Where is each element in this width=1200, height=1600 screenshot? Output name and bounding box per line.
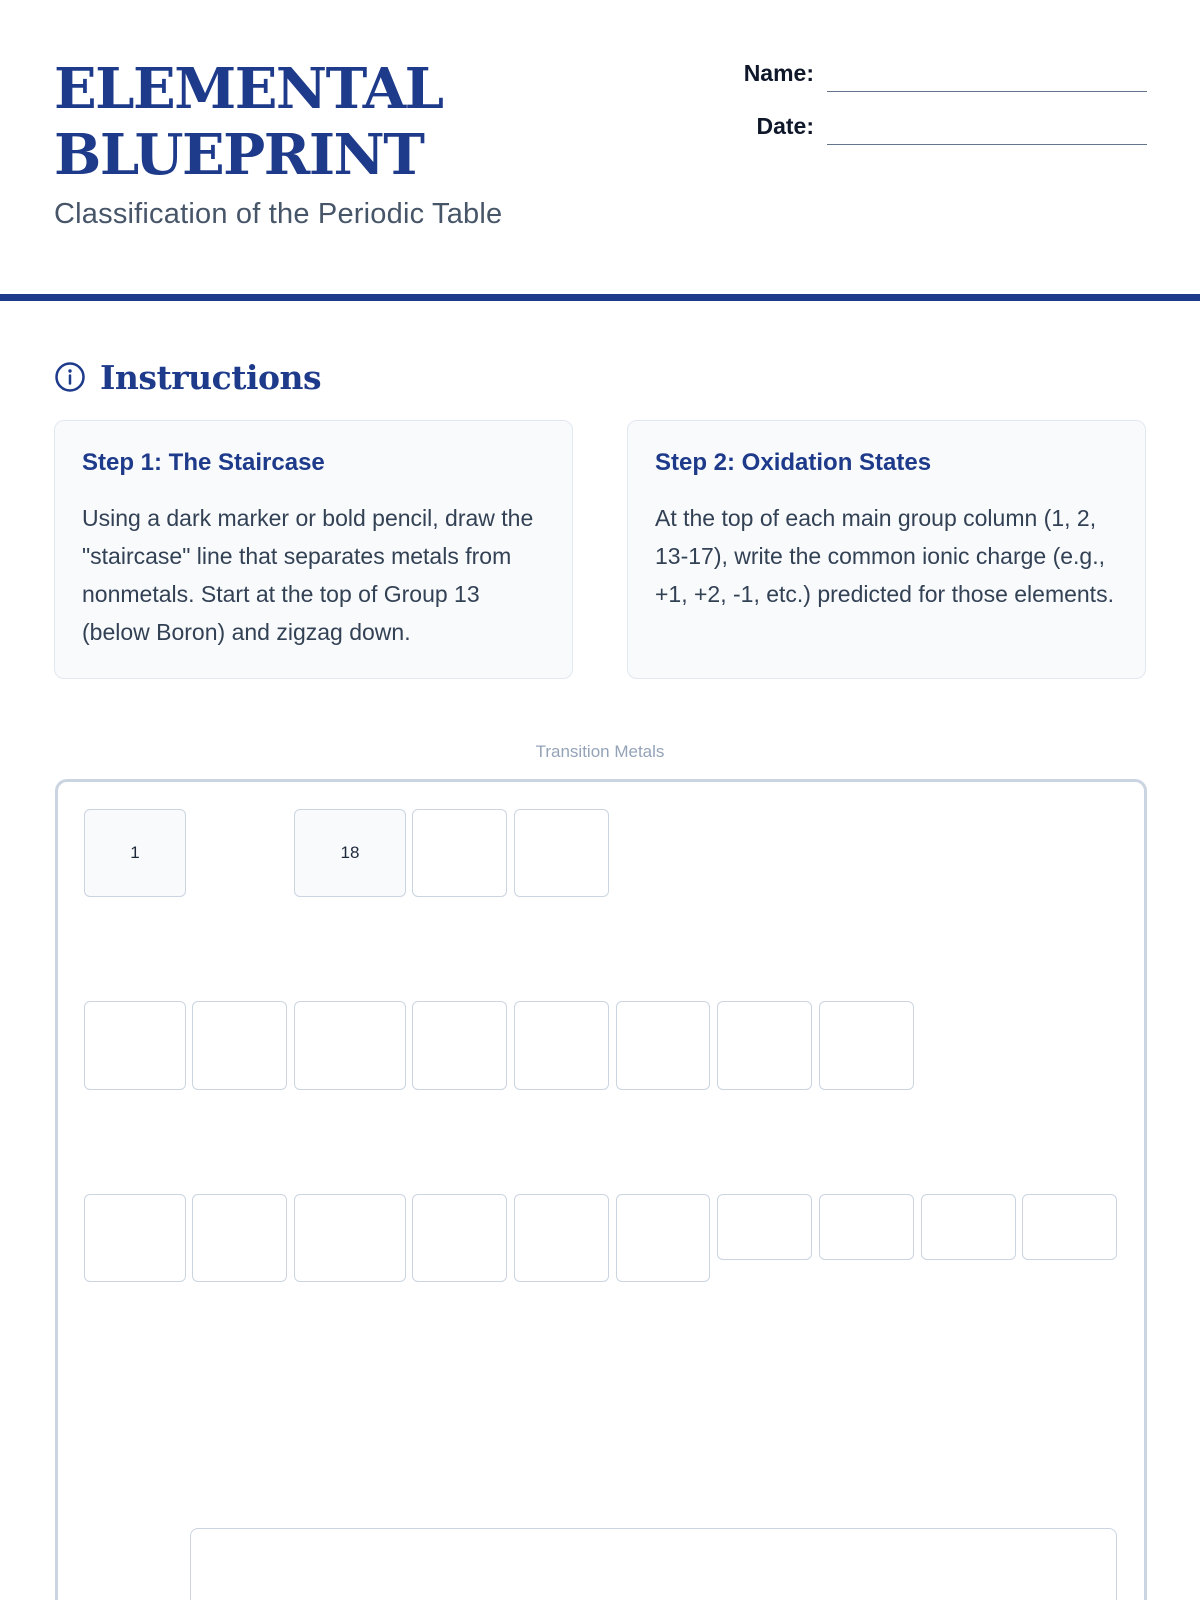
element-cell[interactable]: [412, 809, 507, 897]
date-field[interactable]: [827, 144, 1147, 145]
element-cell[interactable]: [514, 1001, 609, 1090]
step-2-card: [627, 420, 1146, 679]
element-cell[interactable]: [192, 1194, 287, 1282]
instructions-heading: [54, 355, 321, 399]
element-cell[interactable]: [1022, 1194, 1117, 1260]
student-fields: [700, 56, 1147, 162]
step-2-title: Step 2: Oxidation States: [655, 449, 932, 476]
date-field-row: [700, 109, 1147, 162]
name-field[interactable]: [827, 91, 1147, 92]
group-18-header-cell[interactable]: 18: [294, 809, 406, 897]
element-cell[interactable]: [616, 1194, 710, 1282]
element-cell[interactable]: [514, 809, 609, 897]
periodic-table-frame: [55, 779, 1147, 1600]
header-divider: [0, 294, 1200, 301]
title-line-2: BLUEPRINT: [54, 122, 424, 188]
element-cell[interactable]: [192, 1001, 287, 1090]
step-2-text: At the top of each main group column (1, 2, 13-17), write the common ionic charge (e.g., +1, +2, -1, etc.) predicted for those elements.: [655, 505, 1114, 607]
transition-metals-label: Transition Metals: [535, 742, 665, 761]
element-cell[interactable]: [514, 1194, 609, 1282]
element-cell[interactable]: [412, 1001, 507, 1090]
info-icon: [54, 361, 86, 393]
element-cell[interactable]: [84, 1001, 186, 1090]
step-1-text: Using a dark marker or bold pencil, draw the "staircase" line that separates metals from nonmetals. Start at the top of Group 13 (below Boron) and zigzag down.: [82, 505, 534, 645]
date-label: Date:: [756, 113, 814, 139]
element-cell[interactable]: [819, 1001, 914, 1090]
step-1-title: Step 1: The Staircase: [82, 449, 325, 476]
group-1-header-cell[interactable]: 1: [84, 809, 186, 897]
element-cell[interactable]: [412, 1194, 507, 1282]
page-title: [54, 56, 443, 188]
worksheet-header: [0, 0, 1200, 296]
element-cell[interactable]: [616, 1001, 710, 1090]
name-field-row: [700, 56, 1147, 109]
step-1-card: [54, 420, 573, 679]
name-label: Name:: [743, 60, 814, 86]
inner-transition-block[interactable]: [190, 1528, 1117, 1600]
element-cell[interactable]: [294, 1001, 406, 1090]
element-cell[interactable]: [84, 1194, 186, 1282]
element-cell[interactable]: [921, 1194, 1016, 1260]
element-cell[interactable]: [717, 1194, 812, 1260]
element-cell[interactable]: [717, 1001, 812, 1090]
instructions-title: Instructions: [100, 357, 322, 397]
element-cell[interactable]: [819, 1194, 914, 1260]
element-cell[interactable]: [294, 1194, 406, 1282]
page-subtitle: Classification of the Periodic Table: [54, 198, 503, 230]
title-line-1: ELEMENTAL: [54, 56, 443, 122]
